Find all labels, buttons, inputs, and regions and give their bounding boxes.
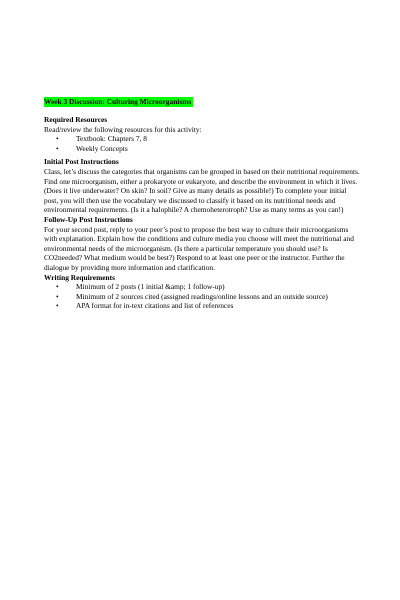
list-item: • Minimum of 2 posts (1 initial &amp; 1 follow-up)	[54, 282, 362, 292]
follow-up-heading: Follow-Up Post Instructions	[44, 214, 133, 224]
initial-post-body: Class, let’s discuss the categories that organisms can be grouped in based on their nutritional requirements. Find one microorganism, either a prokaryote or eukaryote, and describe the environment in which it lives. (Does it live underwater? On skin? In soil? Give as many details as possible!) To complete your initial post, you will then use the vocabulary we discussed to classify it based on its nutritional needs and environmental requirements. (Is it a halophile? A chemoheterotroph? Use as many terms as you can!)	[44, 166, 360, 215]
writing-requirements-list	[44, 282, 362, 311]
required-resources-list	[44, 134, 362, 153]
initial-post-heading: Initial Post Instructions	[44, 157, 119, 167]
document-content	[44, 97, 362, 311]
title-row	[44, 97, 362, 107]
list-item: • Textbook: Chapters 7, 8	[54, 134, 362, 144]
writing-requirements-heading: Writing Requirements	[44, 272, 115, 282]
list-item: • APA format for in-text citations and list of references	[54, 301, 362, 311]
document-title: Week 3 Discussion: Culturing Microorganisms	[44, 97, 192, 106]
required-resources-intro: Read/review the following resources for this activity:	[44, 124, 202, 134]
list-item: • Minimum of 2 sources cited (assigned readings/online lessons and an outside source)	[54, 292, 362, 302]
required-resources-heading: Required Resources	[44, 115, 108, 124]
list-item: • Weekly Concepts	[54, 144, 362, 154]
follow-up-body: For your second post, reply to your peer’s post to propose the best way to culture their microorganisms with explanation. Explain how the conditions and culture media you choose will meet the nutritional and environmental needs of the microorganism. (Is there a particular temperature you should use? Is CO2needed? What medium would be best?) Respond to at least one peer or the instructor. Further the dialogue by providing more information and clarification.	[44, 224, 354, 272]
